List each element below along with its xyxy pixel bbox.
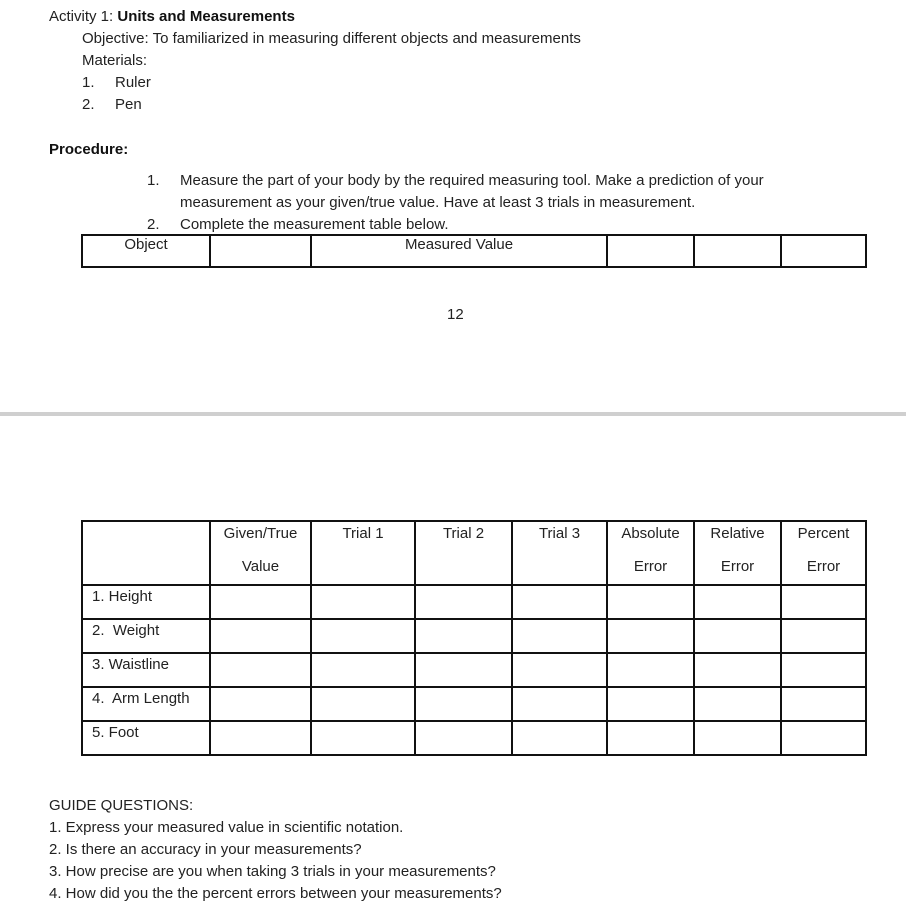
table-cell[interactable] [781, 235, 866, 267]
row-label-waistline: 3. Waistline [82, 653, 210, 687]
guide-question: 3. How precise are you when taking 3 trials in your measurements? [49, 863, 496, 880]
header-line: Error [806, 558, 841, 575]
table-row [82, 721, 866, 755]
page-divider [0, 412, 906, 416]
table-cell[interactable] [694, 687, 781, 721]
table-cell[interactable] [607, 653, 694, 687]
activity-title-line [49, 8, 295, 26]
table-header-row [82, 235, 866, 267]
material-text: Pen [115, 96, 142, 113]
object-header: Object [82, 235, 210, 267]
absolute-error-header [607, 521, 694, 585]
measured-value-header: Measured Value [311, 235, 607, 267]
material-number: 2. [82, 96, 95, 113]
table-cell[interactable] [415, 585, 512, 619]
table-cell[interactable] [311, 619, 415, 653]
table-cell[interactable] [512, 619, 607, 653]
table-cell[interactable] [311, 721, 415, 755]
table-header-row [82, 521, 866, 585]
table-cell[interactable] [415, 687, 512, 721]
page-number: 12 [447, 306, 464, 323]
guide-question: 1. Express your measured value in scientific notation. [49, 819, 404, 836]
trial-1-header [311, 521, 415, 585]
guide-question: 4. How did you the the percent errors between your measurements? [49, 885, 502, 902]
table-row [82, 585, 866, 619]
table-cell[interactable] [781, 619, 866, 653]
activity-title: Units and Measurements [117, 8, 295, 25]
header-line: Relative [710, 525, 765, 542]
materials-label: Materials: [82, 52, 148, 69]
procedure-step-number: 2. [147, 216, 160, 233]
table-cell[interactable] [415, 721, 512, 755]
table-cell[interactable] [781, 687, 866, 721]
table-cell[interactable] [311, 585, 415, 619]
procedure-step-text-cont: measurement as your given/true value. Have at least 3 trials in measurement. [180, 194, 696, 211]
guide-heading: GUIDE QUESTIONS: [49, 797, 194, 814]
table-cell[interactable] [415, 619, 512, 653]
table-row [82, 653, 866, 687]
row-label-height: 1. Height [82, 585, 210, 619]
table-cell[interactable] [607, 235, 694, 267]
table-cell[interactable] [607, 721, 694, 755]
row-label-weight: 2. Weight [82, 619, 210, 653]
row-label-foot: 5. Foot [82, 721, 210, 755]
table-cell[interactable] [694, 653, 781, 687]
table-cell[interactable] [210, 721, 311, 755]
header-line: Given/True [223, 525, 298, 542]
objective-text: Objective: To familiarized in measuring different objects and measurements [82, 30, 581, 47]
activity-prefix: Activity 1: [49, 8, 118, 25]
measurement-table [81, 520, 867, 756]
table-row [82, 619, 866, 653]
material-item [82, 96, 142, 114]
guide-question: 2. Is there an accuracy in your measurements? [49, 841, 362, 858]
table-cell[interactable] [607, 687, 694, 721]
header-line: Error [720, 558, 755, 575]
table-cell[interactable] [311, 653, 415, 687]
table-cell[interactable] [694, 585, 781, 619]
table-cell[interactable] [210, 235, 311, 267]
trial-2-header [415, 521, 512, 585]
relative-error-header [694, 521, 781, 585]
table-cell[interactable] [512, 687, 607, 721]
material-item [82, 74, 151, 92]
row-label-arm-length: 4. Arm Length [82, 687, 210, 721]
table-cell[interactable] [781, 585, 866, 619]
header-line: Error [633, 558, 668, 575]
table-cell[interactable] [415, 653, 512, 687]
procedure-step-text: Complete the measurement table below. [180, 216, 449, 233]
table-cell[interactable] [210, 653, 311, 687]
table-cell[interactable] [210, 585, 311, 619]
table-cell[interactable] [210, 619, 311, 653]
table-cell[interactable] [694, 721, 781, 755]
table-cell[interactable] [607, 619, 694, 653]
header-line: Absolute [621, 525, 680, 542]
table-cell[interactable] [512, 653, 607, 687]
top-measurement-table [81, 234, 867, 268]
given-true-value-header [210, 521, 311, 585]
percent-error-header [781, 521, 866, 585]
header-line: Trial 3 [538, 525, 581, 542]
table-cell[interactable] [210, 687, 311, 721]
procedure-heading: Procedure: [49, 141, 129, 158]
table-header-cell [82, 521, 210, 585]
table-cell[interactable] [512, 585, 607, 619]
table-cell[interactable] [694, 235, 781, 267]
header-line: Trial 2 [442, 525, 485, 542]
table-cell[interactable] [607, 585, 694, 619]
table-cell[interactable] [694, 619, 781, 653]
header-line: Value [241, 558, 280, 575]
procedure-step-text: Measure the part of your body by the required measuring tool. Make a prediction of your [180, 172, 764, 189]
table-cell[interactable] [781, 653, 866, 687]
header-line: Trial 1 [342, 525, 384, 542]
procedure-step-number: 1. [147, 172, 160, 189]
table-cell[interactable] [311, 687, 415, 721]
table-cell[interactable] [781, 721, 866, 755]
table-cell[interactable] [512, 721, 607, 755]
table-row [82, 687, 866, 721]
trial-3-header [512, 521, 607, 585]
header-line: Percent [797, 525, 850, 542]
material-number: 1. [82, 74, 95, 91]
material-text: Ruler [115, 74, 151, 91]
